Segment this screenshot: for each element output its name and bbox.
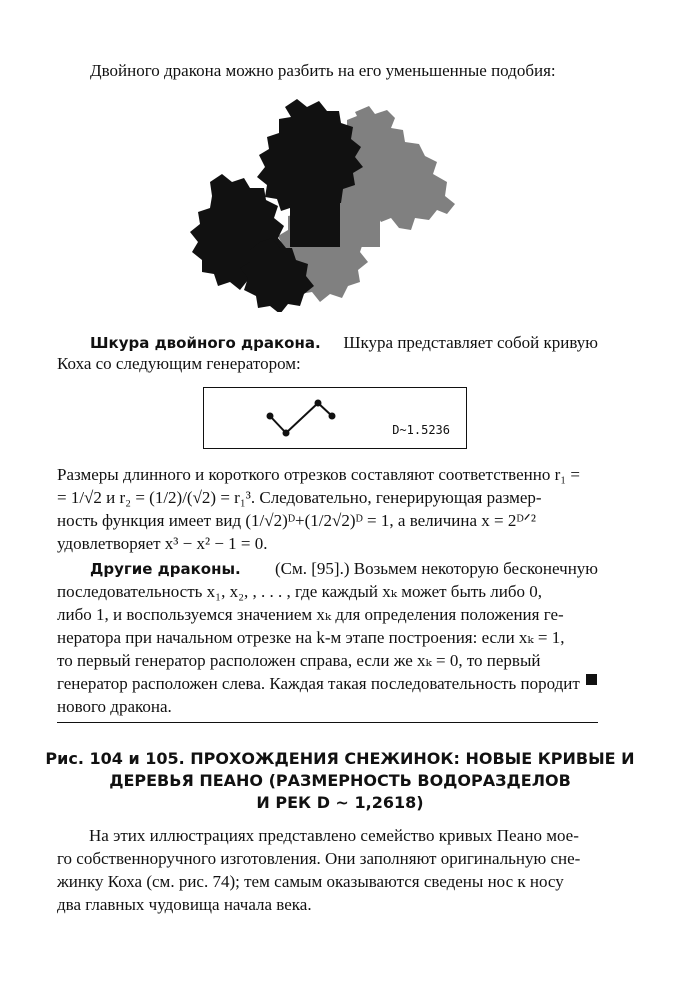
skin-formula-line-1: Размеры длинного и короткого отрезков составляют соответственно r₁ = (57, 465, 581, 484)
skin-formula-line-3: ность функция имеет вид (1/√2)ᴰ+(1/2√2)ᴰ = 1, а величина x = 2ᴰᐟ² (57, 511, 536, 530)
generator-dimension-label: D~1.5236 (392, 423, 450, 437)
section-heading-line-3: И РЕК D ∼ 1,2618) (256, 793, 424, 812)
section-body-line-4: два главных чудовища начала века. (57, 895, 312, 914)
section-body-line-3: жинку Коха (см. рис. 74); тем самым оказываются сведены нос к носу (57, 872, 564, 891)
other-paragraph-line-1 (90, 558, 598, 580)
twin-dragon-fractal-figure (190, 92, 480, 312)
skin-formula-line-2: = 1/√2 и r₂ = (1/2)/(√2) = r₁³. Следовательно, генерирующая размер- (57, 488, 542, 507)
other-line-5: то первый генератор расположен справа, если же xₖ = 0, то первый (57, 651, 541, 670)
generator-point (329, 413, 336, 420)
other-line-6: генератор расположен слева. Каждая такая последовательность породит (57, 674, 580, 693)
other-line-4: нератора при начальном отрезке на k-м этапе построения: если xₖ = 1, (57, 628, 565, 647)
other-line-7: нового дракона. (57, 697, 172, 716)
skin-paragraph-line-1 (90, 332, 598, 354)
section-heading-line-2: ДЕРЕВЬЯ ПЕАНО (РАЗМЕРНОСТЬ ВОДОРАЗДЕЛОВ (109, 771, 571, 790)
skin-title: Шкура двойного дракона. (90, 334, 321, 352)
skin-paragraph-line-2: Коха со следующим генератором: (57, 354, 301, 373)
section-heading-line-1: Рис. 104 и 105. ПРОХОЖДЕНИЯ СНЕЖИНОК: НОВЫЕ КРИВЫЕ И (45, 749, 635, 768)
other-line-2: последовательность x₁, x₂, , . . . , где каждый xₖ может быть либо 0, (57, 582, 543, 601)
other-line-3: либо 1, и воспользуемся значением xₖ для определения положения ге- (57, 605, 564, 624)
other-line1-rest: (См. [95].) Возьмем некоторую бесконечную (274, 559, 598, 578)
generator-curve-icon (204, 388, 468, 450)
section-divider (57, 722, 598, 723)
other-title: Другие драконы. (90, 560, 241, 578)
generator-point (315, 400, 322, 407)
generator-point (267, 413, 274, 420)
end-of-proof-square-icon (586, 674, 597, 685)
section-body-line-1: На этих иллюстрациях представлено семейство кривых Пеано мое- (89, 826, 579, 845)
skin-line1-rest: Шкура представляет собой кривую (343, 333, 598, 352)
generator-point (283, 430, 290, 437)
section-body-line-2: го собственноручного изготовления. Они заполняют оригинальную сне- (57, 849, 581, 868)
intro-text: Двойного дракона можно разбить на его уменьшенные подобия: (90, 61, 556, 80)
skin-formula-line-4: удовлетворяет x³ − x² − 1 = 0. (57, 534, 268, 553)
generator-box (203, 387, 467, 449)
